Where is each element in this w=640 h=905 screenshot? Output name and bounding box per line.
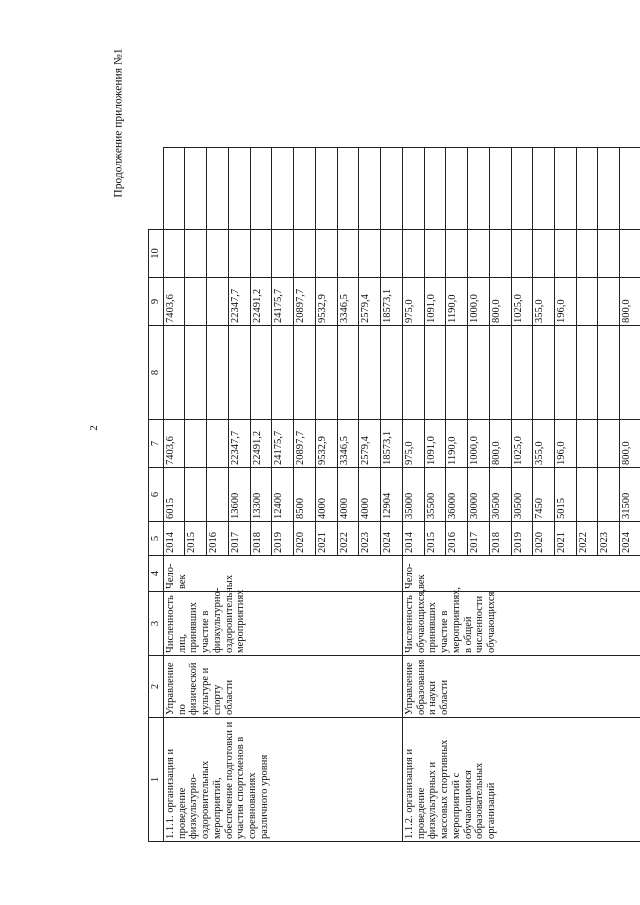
value-cell-c10 [468,148,490,230]
column-header: 6 [149,468,164,522]
column-header: 4 [149,556,164,592]
value-cell-c7 [468,326,490,420]
value-cell-c9 [402,230,424,278]
year-cell: 2018 [489,522,511,556]
year-cell: 2022 [576,522,598,556]
value-cell-c6: 1190,0 [446,420,468,468]
value-cell-c8: 7403,6 [163,278,185,326]
value-cell-c7 [359,326,381,420]
value-cell-c9 [163,230,185,278]
year-cell: 2022 [337,522,359,556]
value-cell-c6: 18573,1 [381,420,403,468]
value-cell-c10 [294,148,316,230]
value-cell-c10 [381,148,403,230]
year-cell: 2016 [207,522,229,556]
value-cell-c5: 30000 [468,468,490,522]
column-header: 7 [149,420,164,468]
value-cell-c5: 31500 [620,468,640,522]
value-cell-c5: 30500 [489,468,511,522]
value-cell-c9 [598,230,620,278]
value-cell-c6 [207,420,229,468]
value-cell-c10 [554,148,576,230]
value-cell-c10 [424,148,446,230]
header-row [149,148,164,842]
value-cell-c9 [228,230,250,278]
value-cell-c8: 800,0 [620,278,640,326]
value-cell-c6: 2579,4 [359,420,381,468]
value-cell-c10 [207,148,229,230]
value-cell-c8: 3346,5 [337,278,359,326]
value-cell-c9 [468,230,490,278]
value-cell-c5 [185,468,207,522]
value-cell-c8: 22491,2 [250,278,272,326]
value-cell-c9 [250,230,272,278]
value-cell-c5: 36000 [446,468,468,522]
value-cell-c8: 18573,1 [381,278,403,326]
value-cell-c8: 1000,0 [468,278,490,326]
year-cell: 2014 [402,522,424,556]
column-header: 10 [149,230,164,278]
value-cell-c10 [315,148,337,230]
value-cell-c5: 12904 [381,468,403,522]
value-cell-c7 [272,326,294,420]
value-cell-c7 [250,326,272,420]
column-header: 2 [149,656,164,718]
value-cell-c5 [598,468,620,522]
value-cell-c6: 22491,2 [250,420,272,468]
indicator-cell: Численность лиц, принявших участие в физкультурно-оздоровительных мероприятиях [163,592,402,656]
table-body [163,148,640,842]
value-cell-c10 [511,148,533,230]
value-cell-c5: 6015 [163,468,185,522]
value-cell-c9 [315,230,337,278]
value-cell-c10 [185,148,207,230]
year-cell: 2017 [468,522,490,556]
value-cell-c5: 5015 [554,468,576,522]
value-cell-c10 [533,148,555,230]
value-cell-c9 [489,230,511,278]
year-cell: 2020 [533,522,555,556]
value-cell-c5: 7450 [533,468,555,522]
year-cell: 2018 [250,522,272,556]
value-cell-c8: 1190,0 [446,278,468,326]
value-cell-c10 [446,148,468,230]
value-cell-c7 [576,326,598,420]
value-cell-c9 [381,230,403,278]
year-cell: 2016 [446,522,468,556]
value-cell-c8: 1025,0 [511,278,533,326]
value-cell-c9 [446,230,468,278]
year-cell: 2023 [359,522,381,556]
value-cell-c10 [576,148,598,230]
executor-cell: Управление образования и науки области [402,656,640,718]
unit-cell: Чело-век [163,556,402,592]
value-cell-c7 [489,326,511,420]
value-cell-c5: 4000 [315,468,337,522]
value-cell-c5: 13600 [228,468,250,522]
value-cell-c10 [250,148,272,230]
value-cell-c6: 355,0 [533,420,555,468]
appendix-caption: Продолжение приложения №1 [112,48,125,198]
value-cell-c8 [207,278,229,326]
value-cell-c8: 800,0 [489,278,511,326]
program-table [148,147,640,842]
value-cell-c9 [576,230,598,278]
value-cell-c7 [294,326,316,420]
value-cell-c9 [554,230,576,278]
value-cell-c7 [337,326,359,420]
value-cell-c5: 30500 [511,468,533,522]
value-cell-c6: 20897,7 [294,420,316,468]
year-cell: 2015 [424,522,446,556]
year-cell: 2023 [598,522,620,556]
value-cell-c9 [533,230,555,278]
year-cell: 2021 [554,522,576,556]
year-cell: 2024 [620,522,640,556]
value-cell-c5 [207,468,229,522]
value-cell-c8: 20897,7 [294,278,316,326]
value-cell-c8: 2579,4 [359,278,381,326]
value-cell-c9 [359,230,381,278]
year-cell: 2019 [272,522,294,556]
column-header: 5 [149,522,164,556]
value-cell-c10 [337,148,359,230]
value-cell-c8 [185,278,207,326]
value-cell-c8: 196,0 [554,278,576,326]
value-cell-c10 [620,148,640,230]
value-cell-c9 [207,230,229,278]
value-cell-c5: 13300 [250,468,272,522]
value-cell-c8: 355,0 [533,278,555,326]
value-cell-c6: 800,0 [620,420,640,468]
value-cell-c5: 35000 [402,468,424,522]
value-cell-c6: 1025,0 [511,420,533,468]
column-header: 8 [149,326,164,420]
value-cell-c7 [446,326,468,420]
value-cell-c8 [598,278,620,326]
value-cell-c6: 3346,5 [337,420,359,468]
column-header: 9 [149,278,164,326]
value-cell-c7 [554,326,576,420]
activity-name-cell: 1.1.2. организация и проведение физкультурных и массовых спортивных мероприятий с обучающимися образовательных организаций [402,718,640,842]
value-cell-c9 [337,230,359,278]
column-header: 3 [149,592,164,656]
year-cell: 2017 [228,522,250,556]
value-cell-c7 [598,326,620,420]
value-cell-c6: 800,0 [489,420,511,468]
value-cell-c5: 4000 [337,468,359,522]
value-cell-c10 [489,148,511,230]
value-cell-c6 [576,420,598,468]
value-cell-c9 [185,230,207,278]
value-cell-c10 [272,148,294,230]
value-cell-c6 [598,420,620,468]
value-cell-c7 [185,326,207,420]
year-cell: 2021 [315,522,337,556]
value-cell-c5: 8500 [294,468,316,522]
value-cell-c6: 7403,6 [163,420,185,468]
value-cell-c6: 9532,9 [315,420,337,468]
value-cell-c8: 24175,7 [272,278,294,326]
value-cell-c8: 975,0 [402,278,424,326]
value-cell-c10 [228,148,250,230]
column-header: 1 [149,718,164,842]
year-cell: 2020 [294,522,316,556]
value-cell-c9 [511,230,533,278]
value-cell-c7 [511,326,533,420]
activity-name-cell: 1.1.1. организация и проведение физкультурно-оздоровительных мероприятий, обеспечение подготовки и участия спортсменов в соревнованиях различного уровня [163,718,402,842]
value-cell-c9 [272,230,294,278]
value-cell-c10 [598,148,620,230]
value-cell-c5: 4000 [359,468,381,522]
value-cell-c7 [228,326,250,420]
indicator-cell: Численность обучающихся, принявших участие в мероприятиях, в общей численности обучающихся [402,592,640,656]
value-cell-c5 [576,468,598,522]
page-number: 2 [88,425,100,431]
value-cell-c6: 22347,7 [228,420,250,468]
table-row [402,148,424,842]
value-cell-c7 [620,326,640,420]
value-cell-c6: 1091,0 [424,420,446,468]
value-cell-c7 [381,326,403,420]
value-cell-c10 [359,148,381,230]
value-cell-c8: 1091,0 [424,278,446,326]
value-cell-c5: 35500 [424,468,446,522]
year-cell: 2014 [163,522,185,556]
table-row [163,148,185,842]
executor-cell: Управление по физической культуре и спорту области [163,656,402,718]
value-cell-c5: 12400 [272,468,294,522]
value-cell-c7 [315,326,337,420]
value-cell-c6: 196,0 [554,420,576,468]
unit-cell: Чело-век [402,556,640,592]
value-cell-c7 [424,326,446,420]
value-cell-c8: 9532,9 [315,278,337,326]
value-cell-c6 [185,420,207,468]
year-cell: 2024 [381,522,403,556]
value-cell-c9 [424,230,446,278]
value-cell-c7 [207,326,229,420]
value-cell-c6: 975,0 [402,420,424,468]
value-cell-c9 [620,230,640,278]
year-cell: 2019 [511,522,533,556]
value-cell-c10 [163,148,185,230]
document-table-rotated [148,147,640,842]
value-cell-c7 [533,326,555,420]
year-cell: 2015 [185,522,207,556]
value-cell-c9 [294,230,316,278]
value-cell-c8: 22347,7 [228,278,250,326]
value-cell-c7 [402,326,424,420]
value-cell-c10 [402,148,424,230]
value-cell-c7 [163,326,185,420]
value-cell-c8 [576,278,598,326]
value-cell-c6: 1000,0 [468,420,490,468]
value-cell-c6: 24175,7 [272,420,294,468]
